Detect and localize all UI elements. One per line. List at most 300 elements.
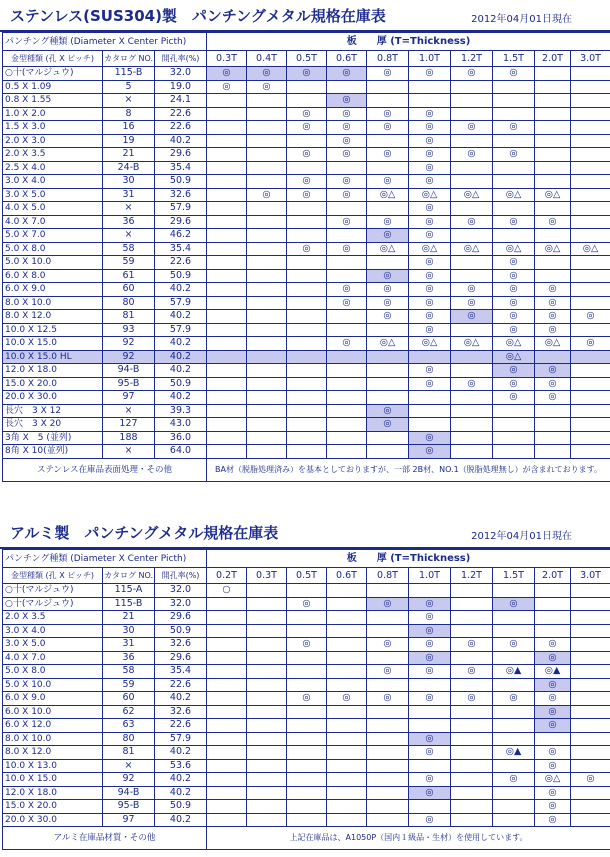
stock-mark-cell: ◎	[535, 692, 571, 706]
catalog-cell: 58	[103, 665, 155, 679]
stock-mark-cell: ◎	[367, 215, 409, 229]
thickness-column-header: 3.0T	[571, 51, 610, 67]
stock-mark-cell	[207, 364, 247, 378]
stock-mark-cell: ◎	[367, 283, 409, 297]
pattern-cell: 5.0 X 8.0	[3, 242, 103, 256]
stock-mark-cell	[535, 107, 571, 121]
stock-mark-cell	[367, 813, 409, 827]
thickness-column-header: 0.4T	[247, 51, 287, 67]
stock-mark-cell: ◎	[451, 310, 493, 324]
stock-mark-cell	[287, 800, 327, 814]
type-header: パンチング種類 (Diameter X Center Picth)	[3, 550, 207, 568]
table-row	[3, 364, 610, 378]
stock-mark-cell: ◎	[367, 418, 409, 432]
pattern-cell: 3.0 X 5.0	[3, 188, 103, 202]
stock-mark-cell	[287, 719, 327, 733]
stock-mark-cell: ◎△	[535, 773, 571, 787]
pattern-cell: 3角 X 5 (並列)	[3, 431, 103, 445]
stock-mark-cell	[207, 107, 247, 121]
open-ratio-cell: 39.3	[155, 404, 207, 418]
stock-mark-cell	[571, 665, 610, 679]
stock-mark-cell: ◎△	[535, 242, 571, 256]
stock-mark-cell: ◎	[409, 229, 451, 243]
stock-mark-cell	[247, 296, 287, 310]
stock-mark-cell	[493, 611, 535, 625]
stock-mark-cell: ◎	[451, 665, 493, 679]
thickness-column-header: 0.3T	[247, 568, 287, 584]
pattern-cell: 20.0 X 30.0	[3, 391, 103, 405]
open-ratio-cell: 57.9	[155, 296, 207, 310]
open-ratio-cell: 32.0	[155, 584, 207, 598]
pattern-cell: 15.0 X 20.0	[3, 800, 103, 814]
stock-mark-cell	[327, 611, 367, 625]
table-row	[3, 310, 610, 324]
stock-mark-cell	[207, 611, 247, 625]
stock-mark-cell: ◎	[535, 296, 571, 310]
stock-mark-cell	[327, 202, 367, 216]
open-ratio-cell: 50.9	[155, 800, 207, 814]
stock-mark-cell	[367, 746, 409, 760]
pattern-cell: 長穴 3 X 12	[3, 404, 103, 418]
stock-mark-cell: ◎	[327, 242, 367, 256]
stock-mark-cell: ◎	[327, 692, 367, 706]
pattern-cell: 8.0 X 10.0	[3, 296, 103, 310]
aluminum-table	[2, 549, 610, 850]
stock-mark-cell	[207, 773, 247, 787]
table-row	[3, 800, 610, 814]
open-ratio-cell: 64.0	[155, 445, 207, 459]
stock-mark-cell: ◎	[535, 638, 571, 652]
stock-mark-cell	[571, 323, 610, 337]
stock-mark-cell: ◎	[451, 296, 493, 310]
thickness-column-header: 1.0T	[409, 51, 451, 67]
stock-mark-cell	[327, 377, 367, 391]
stock-mark-cell: ◎	[493, 597, 535, 611]
stock-mark-cell	[451, 611, 493, 625]
stock-mark-cell	[287, 786, 327, 800]
pattern-cell: 4.0 X 7.0	[3, 651, 103, 665]
stock-mark-cell	[247, 732, 287, 746]
stock-mark-cell: ◎	[327, 175, 367, 189]
stock-mark-cell	[247, 773, 287, 787]
catalog-cell: 115-B	[103, 597, 155, 611]
thickness-column-header: 1.5T	[493, 51, 535, 67]
catalog-cell: 115-A	[103, 584, 155, 598]
stock-mark-cell	[451, 404, 493, 418]
stock-mark-cell: ◎	[409, 611, 451, 625]
stock-mark-cell: ◎	[327, 107, 367, 121]
stock-mark-cell	[451, 597, 493, 611]
stock-mark-cell	[451, 678, 493, 692]
stock-mark-cell	[287, 445, 327, 459]
table-row	[3, 377, 610, 391]
table-row	[3, 134, 610, 148]
stock-mark-cell	[287, 256, 327, 270]
column-header: 金型種類 (孔 X ピッチ)	[3, 568, 103, 584]
stock-mark-cell	[207, 175, 247, 189]
open-ratio-cell: 40.2	[155, 786, 207, 800]
stock-mark-cell	[247, 692, 287, 706]
stock-mark-cell	[535, 431, 571, 445]
open-ratio-cell: 40.2	[155, 692, 207, 706]
stock-mark-cell	[287, 80, 327, 94]
header-row-columns	[3, 51, 610, 67]
stock-mark-cell	[451, 584, 493, 598]
stock-mark-cell: ◎	[409, 67, 451, 81]
pattern-cell: 0.5 X 1.09	[3, 80, 103, 94]
stock-mark-cell	[571, 651, 610, 665]
stock-mark-cell	[247, 391, 287, 405]
catalog-cell: 19	[103, 134, 155, 148]
pattern-cell: 6.0 X 8.0	[3, 269, 103, 283]
stock-mark-cell	[287, 665, 327, 679]
stock-mark-cell: ◎	[451, 67, 493, 81]
open-ratio-cell: 35.4	[155, 161, 207, 175]
stock-mark-cell	[247, 638, 287, 652]
stock-mark-cell	[451, 813, 493, 827]
stock-mark-cell: ◎△	[493, 242, 535, 256]
stock-mark-cell	[571, 94, 610, 108]
stock-mark-cell	[247, 202, 287, 216]
stock-mark-cell: ◎△	[571, 242, 610, 256]
stock-mark-cell	[451, 269, 493, 283]
table-row	[3, 242, 610, 256]
stock-mark-cell	[207, 256, 247, 270]
stock-mark-cell: ◎	[535, 678, 571, 692]
open-ratio-cell: 32.6	[155, 188, 207, 202]
stock-mark-cell: ◎	[327, 148, 367, 162]
stock-mark-cell: ◎	[287, 188, 327, 202]
stock-mark-cell	[409, 719, 451, 733]
table-row	[3, 445, 610, 459]
catalog-cell: 16	[103, 121, 155, 135]
stock-mark-cell: ◎△	[493, 350, 535, 364]
stock-mark-cell	[409, 94, 451, 108]
stock-mark-cell	[451, 746, 493, 760]
catalog-cell: 95-B	[103, 377, 155, 391]
stock-mark-cell	[247, 310, 287, 324]
open-ratio-cell: 22.6	[155, 719, 207, 733]
stock-mark-cell	[571, 134, 610, 148]
stock-mark-cell: ◎	[367, 67, 409, 81]
stock-mark-cell	[207, 202, 247, 216]
stock-mark-cell: ◎	[367, 107, 409, 121]
aluminum-section	[0, 517, 610, 850]
stock-mark-cell	[327, 786, 367, 800]
open-ratio-cell: 43.0	[155, 418, 207, 432]
stock-mark-cell	[451, 705, 493, 719]
open-ratio-cell: 35.4	[155, 242, 207, 256]
table-row	[3, 80, 610, 94]
stock-mark-cell	[409, 705, 451, 719]
open-ratio-cell: 29.6	[155, 611, 207, 625]
stock-mark-cell: ◎	[571, 773, 610, 787]
thickness-column-header: 2.0T	[535, 568, 571, 584]
table-row	[3, 651, 610, 665]
stock-mark-cell	[367, 759, 409, 773]
pattern-cell: 長穴 3 X 20	[3, 418, 103, 432]
stock-mark-cell	[327, 759, 367, 773]
footer-note: BA材（脱脂処理済み）を基本としておりますが、一部 2B材、NO.1（脱脂処理無し）が含まれております。	[207, 458, 610, 481]
stock-mark-cell	[571, 800, 610, 814]
stock-mark-cell	[247, 611, 287, 625]
stock-mark-cell: ◎	[493, 269, 535, 283]
stock-mark-cell	[327, 624, 367, 638]
thickness-column-header: 0.8T	[367, 51, 409, 67]
stock-mark-cell: ◎	[493, 148, 535, 162]
stock-mark-cell	[287, 202, 327, 216]
stock-mark-cell	[451, 773, 493, 787]
catalog-cell: 5	[103, 80, 155, 94]
pattern-cell: 5.0 X 8.0	[3, 665, 103, 679]
table-row	[3, 323, 610, 337]
catalog-cell: 97	[103, 391, 155, 405]
stock-mark-cell: ◎	[451, 692, 493, 706]
stock-mark-cell: ◎	[367, 269, 409, 283]
catalog-cell: ×	[103, 94, 155, 108]
table-row	[3, 678, 610, 692]
stock-mark-cell	[571, 148, 610, 162]
stock-mark-cell	[409, 759, 451, 773]
stock-mark-cell: ◎	[327, 121, 367, 135]
pattern-cell: 8.0 X 10.0	[3, 732, 103, 746]
stock-mark-cell: ◎	[535, 364, 571, 378]
stock-mark-cell: ◎	[409, 746, 451, 760]
open-ratio-cell: 32.6	[155, 705, 207, 719]
stock-mark-cell	[287, 813, 327, 827]
stock-mark-cell	[327, 364, 367, 378]
catalog-cell: 60	[103, 692, 155, 706]
stock-mark-cell: ◎△	[409, 188, 451, 202]
stock-mark-cell	[207, 229, 247, 243]
open-ratio-cell: 40.2	[155, 310, 207, 324]
stock-mark-cell	[451, 445, 493, 459]
stock-mark-cell: ◎	[493, 323, 535, 337]
catalog-cell: ×	[103, 445, 155, 459]
type-header: パンチング種類 (Diameter X Center Picth)	[3, 33, 207, 51]
stock-mark-cell	[207, 242, 247, 256]
stock-mark-cell	[535, 67, 571, 81]
stock-mark-cell: ◎	[287, 175, 327, 189]
pattern-cell: 1.0 X 2.0	[3, 107, 103, 121]
pattern-cell: 12.0 X 18.0	[3, 364, 103, 378]
stock-mark-cell	[571, 404, 610, 418]
stock-mark-cell: ◎	[535, 813, 571, 827]
pattern-cell: ○十(マルジュウ)	[3, 67, 103, 81]
stock-mark-cell: ◎	[535, 377, 571, 391]
stock-mark-cell	[327, 391, 367, 405]
stainless-table	[2, 32, 610, 482]
stock-mark-cell	[409, 418, 451, 432]
column-header: 開孔率(%)	[155, 568, 207, 584]
open-ratio-cell: 40.2	[155, 134, 207, 148]
pattern-cell: 4.0 X 7.0	[3, 215, 103, 229]
stock-mark-cell: ◎	[327, 296, 367, 310]
stock-mark-cell	[327, 732, 367, 746]
catalog-cell: 94-B	[103, 364, 155, 378]
stock-mark-cell	[207, 719, 247, 733]
stock-mark-cell	[207, 624, 247, 638]
stock-mark-cell	[535, 350, 571, 364]
table-row	[3, 813, 610, 827]
catalog-cell: 31	[103, 188, 155, 202]
table-row	[3, 161, 610, 175]
stainless-date: 2012年04月01日現在	[471, 14, 572, 25]
pattern-cell: 8.0 X 12.0	[3, 310, 103, 324]
stock-mark-cell	[571, 746, 610, 760]
stock-mark-cell	[247, 404, 287, 418]
stock-mark-cell	[327, 229, 367, 243]
stock-mark-cell: ◎△	[451, 242, 493, 256]
footer-row	[3, 458, 610, 481]
header-row-columns	[3, 568, 610, 584]
stock-mark-cell: ◎△	[535, 337, 571, 351]
catalog-cell: 81	[103, 746, 155, 760]
stock-mark-cell	[535, 445, 571, 459]
stock-mark-cell	[247, 242, 287, 256]
stock-mark-cell	[493, 719, 535, 733]
open-ratio-cell: 50.9	[155, 377, 207, 391]
open-ratio-cell: 22.6	[155, 256, 207, 270]
catalog-cell: 36	[103, 651, 155, 665]
stock-mark-cell: ◎	[409, 310, 451, 324]
stock-mark-cell	[535, 269, 571, 283]
stock-mark-cell	[327, 638, 367, 652]
stock-mark-cell	[207, 161, 247, 175]
stock-mark-cell	[327, 597, 367, 611]
stock-mark-cell	[367, 391, 409, 405]
stock-mark-cell: ◎	[451, 283, 493, 297]
pattern-cell: 3.0 X 4.0	[3, 624, 103, 638]
stock-mark-cell	[451, 624, 493, 638]
stock-mark-cell	[493, 786, 535, 800]
stock-mark-cell	[535, 121, 571, 135]
stock-mark-cell	[207, 323, 247, 337]
open-ratio-cell: 53.6	[155, 759, 207, 773]
pattern-cell: 2.0 X 3.5	[3, 148, 103, 162]
header-row-top	[3, 33, 610, 51]
stock-mark-cell	[287, 431, 327, 445]
column-header: カタログ NO.	[103, 51, 155, 67]
stock-mark-cell: ◎	[535, 323, 571, 337]
open-ratio-cell: 29.6	[155, 651, 207, 665]
pattern-cell: 3.0 X 4.0	[3, 175, 103, 189]
stock-mark-cell	[571, 611, 610, 625]
stock-mark-cell	[409, 391, 451, 405]
stock-mark-cell	[493, 759, 535, 773]
stock-mark-cell: ◎	[327, 134, 367, 148]
table-row	[3, 215, 610, 229]
stock-mark-cell	[207, 746, 247, 760]
thickness-column-header: 1.5T	[493, 568, 535, 584]
stock-mark-cell	[571, 597, 610, 611]
stock-mark-cell: ◎	[409, 773, 451, 787]
table-row	[3, 611, 610, 625]
stock-mark-cell	[571, 283, 610, 297]
stock-mark-cell	[571, 431, 610, 445]
stock-mark-cell	[493, 418, 535, 432]
pattern-cell: ○十(マルジュウ)	[3, 597, 103, 611]
stock-mark-cell	[207, 813, 247, 827]
catalog-cell: 93	[103, 323, 155, 337]
stock-mark-cell	[247, 377, 287, 391]
table-row	[3, 269, 610, 283]
stock-mark-cell	[535, 229, 571, 243]
stock-mark-cell: ◎	[493, 256, 535, 270]
catalog-cell: 31	[103, 638, 155, 652]
table-row	[3, 296, 610, 310]
stock-mark-cell	[367, 256, 409, 270]
stock-mark-cell	[451, 202, 493, 216]
stock-mark-cell	[493, 94, 535, 108]
stock-mark-cell: ◎△	[451, 337, 493, 351]
stock-mark-cell	[287, 773, 327, 787]
stock-mark-cell	[247, 584, 287, 598]
stock-mark-cell: ◎△	[451, 188, 493, 202]
stock-mark-cell	[247, 148, 287, 162]
thickness-column-header: 0.5T	[287, 568, 327, 584]
stock-mark-cell	[493, 404, 535, 418]
stock-mark-cell	[571, 705, 610, 719]
pattern-cell: 20.0 X 30.0	[3, 813, 103, 827]
stock-mark-cell: ◎	[409, 215, 451, 229]
stock-mark-cell	[451, 229, 493, 243]
stock-mark-cell	[367, 202, 409, 216]
stock-mark-cell	[287, 404, 327, 418]
stock-mark-cell	[327, 813, 367, 827]
stock-mark-cell: ◎	[327, 215, 367, 229]
stock-mark-cell	[287, 651, 327, 665]
table-row	[3, 67, 610, 81]
stock-mark-cell	[247, 134, 287, 148]
table-row	[3, 759, 610, 773]
stock-mark-cell: ◎	[327, 67, 367, 81]
stock-mark-cell	[451, 651, 493, 665]
stock-mark-cell	[327, 269, 367, 283]
stock-mark-cell	[571, 624, 610, 638]
stock-mark-cell	[493, 107, 535, 121]
stock-mark-cell	[571, 269, 610, 283]
stock-mark-cell	[493, 445, 535, 459]
stock-mark-cell	[287, 323, 327, 337]
stock-mark-cell	[207, 597, 247, 611]
column-header: カタログ NO.	[103, 568, 155, 584]
stock-mark-cell	[247, 800, 287, 814]
stock-mark-cell	[367, 719, 409, 733]
stock-mark-cell	[571, 107, 610, 121]
stock-mark-cell	[367, 773, 409, 787]
stock-mark-cell: ◎	[451, 377, 493, 391]
table-row	[3, 350, 610, 364]
thickness-column-header: 0.6T	[327, 568, 367, 584]
stock-mark-cell	[247, 445, 287, 459]
thickness-column-header: 0.8T	[367, 568, 409, 584]
catalog-cell: 58	[103, 242, 155, 256]
stock-mark-cell	[367, 445, 409, 459]
stock-mark-cell: ◎	[247, 67, 287, 81]
table-row	[3, 404, 610, 418]
stock-mark-cell	[207, 391, 247, 405]
stock-mark-cell: ◎	[287, 107, 327, 121]
catalog-cell: 62	[103, 705, 155, 719]
stock-mark-cell	[535, 148, 571, 162]
stock-mark-cell: ◎	[409, 692, 451, 706]
stock-mark-cell	[287, 364, 327, 378]
stock-mark-cell	[367, 786, 409, 800]
stock-mark-cell	[451, 364, 493, 378]
thickness-column-header: 0.6T	[327, 51, 367, 67]
stock-mark-cell	[327, 418, 367, 432]
